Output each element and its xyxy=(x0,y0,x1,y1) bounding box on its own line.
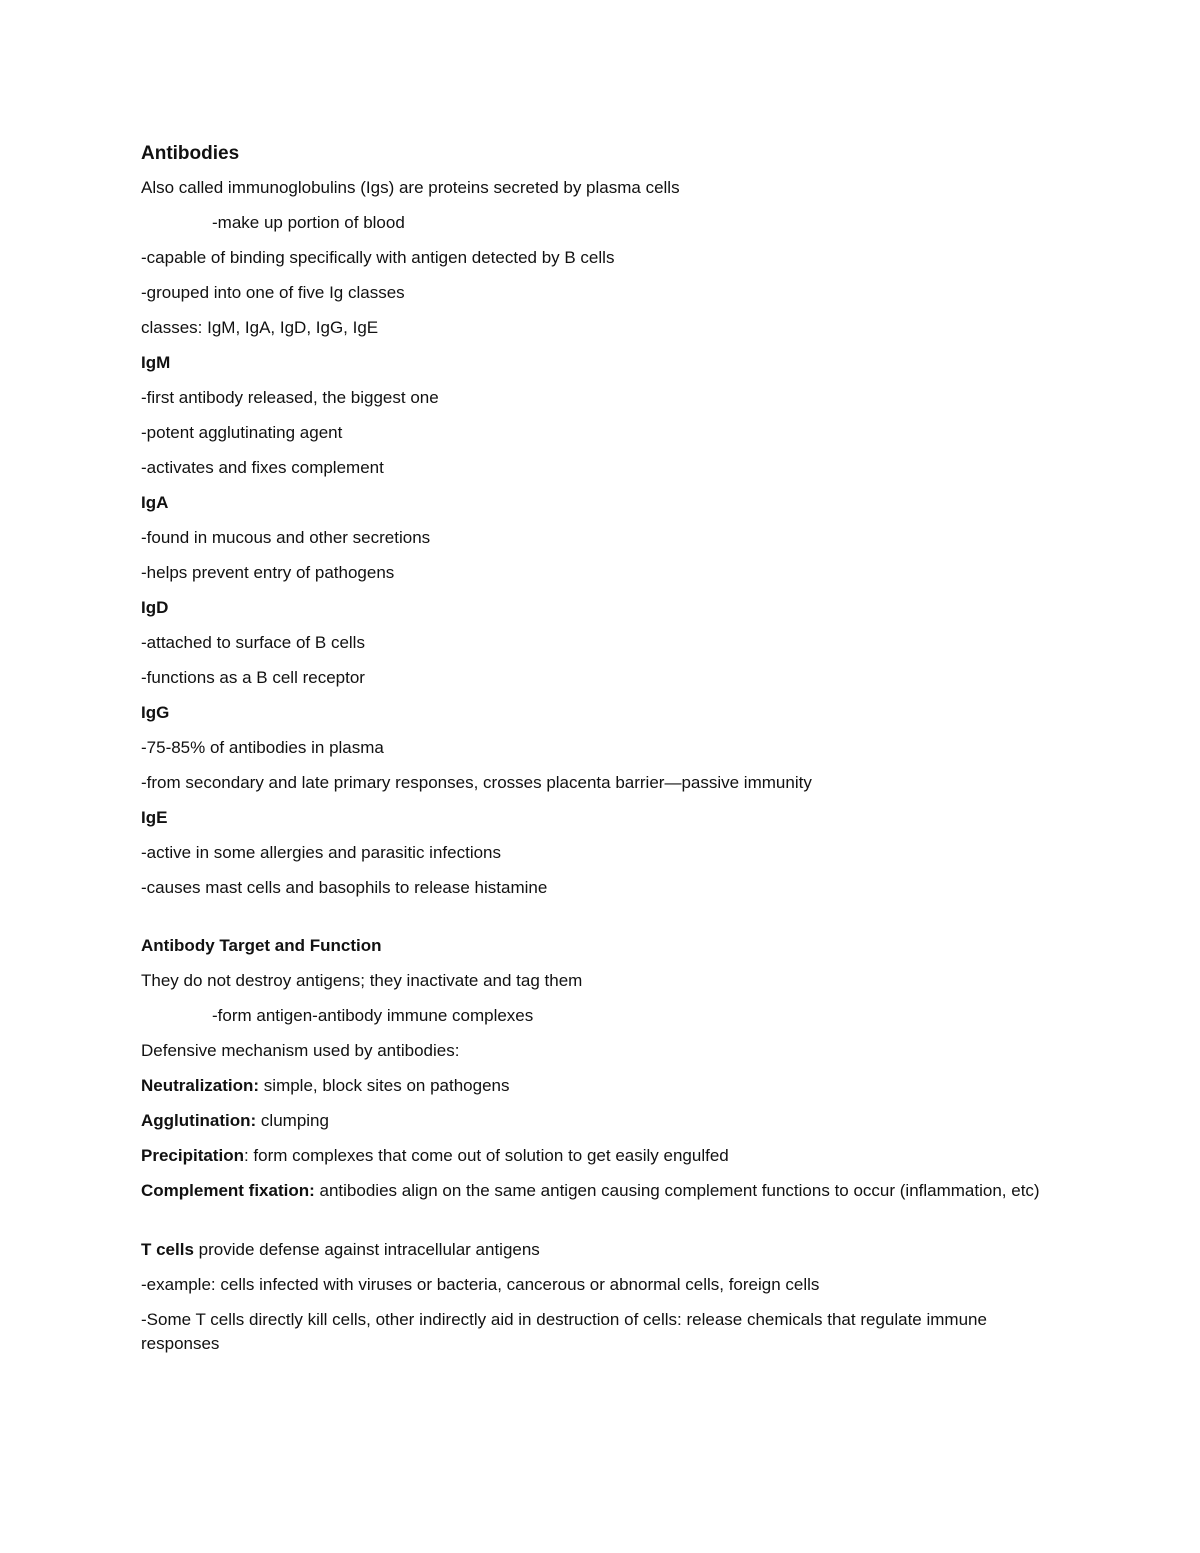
term: Agglutination: xyxy=(141,1111,257,1130)
term: Complement fixation: xyxy=(141,1181,315,1200)
list-item: -75-85% of antibodies in plasma xyxy=(141,738,384,757)
list-item: -attached to surface of B cells xyxy=(141,633,365,652)
list-item: -activates and fixes complement xyxy=(141,458,384,477)
term: Precipitation xyxy=(141,1146,244,1165)
heading-igd: IgD xyxy=(141,598,169,617)
indented-line: -make up portion of blood xyxy=(212,213,405,232)
definition: antibodies align on the same antigen causing complement functions to occur (inflammation, etc) xyxy=(314,1181,1040,1200)
mechanism-complement-fixation xyxy=(141,1179,1051,1203)
heading-igg: IgG xyxy=(141,703,170,722)
paragraph-t-cells xyxy=(141,1238,1051,1262)
list-item: -helps prevent entry of pathogens xyxy=(141,563,395,582)
paragraph: -grouped into one of five Ig classes xyxy=(141,283,405,302)
spacer xyxy=(141,911,1051,934)
definition: provide defense against intracellular antigens xyxy=(193,1240,540,1259)
list-item: -found in mucous and other secretions xyxy=(141,528,431,547)
paragraph: -capable of binding specifically with antigen detected by B cells xyxy=(141,248,615,267)
paragraph: classes: IgM, IgA, IgD, IgG, IgE xyxy=(141,318,379,337)
paragraph: Defensive mechanism used by antibodies: xyxy=(141,1041,460,1060)
section-title-antibodies: Antibodies xyxy=(141,143,240,164)
list-item: -potent agglutinating agent xyxy=(141,423,343,442)
paragraph: Also called immunoglobulins (Igs) are proteins secreted by plasma cells xyxy=(141,178,680,197)
document-body xyxy=(141,141,1051,1367)
definition: simple, block sites on pathogens xyxy=(259,1076,510,1095)
term: Neutralization: xyxy=(141,1076,260,1095)
paragraph: -example: cells infected with viruses or bacteria, cancerous or abnormal cells, foreign cells xyxy=(141,1275,820,1294)
mechanism-agglutination xyxy=(141,1109,1051,1133)
spacer xyxy=(141,1214,1051,1238)
list-item: -first antibody released, the biggest one xyxy=(141,388,439,407)
paragraph: -Some T cells directly kill cells, other indirectly aid in destruction of cells: release chemicals that regulate immune responses xyxy=(141,1310,987,1353)
list-item: -active in some allergies and parasitic infections xyxy=(141,843,502,862)
paragraph: They do not destroy antigens; they inactivate and tag them xyxy=(141,971,583,990)
section-title-antibody-target: Antibody Target and Function xyxy=(141,936,382,955)
mechanism-neutralization xyxy=(141,1074,1051,1098)
indented-line: -form antigen-antibody immune complexes xyxy=(212,1006,534,1025)
heading-ige: IgE xyxy=(141,808,168,827)
definition: clumping xyxy=(256,1111,329,1130)
list-item: -from secondary and late primary responses, crosses placenta barrier—passive immunity xyxy=(141,773,812,792)
heading-igm: IgM xyxy=(141,353,171,372)
list-item: -functions as a B cell receptor xyxy=(141,668,365,687)
term: T cells xyxy=(141,1240,194,1259)
list-item: -causes mast cells and basophils to release histamine xyxy=(141,878,548,897)
mechanism-precipitation xyxy=(141,1144,1051,1168)
heading-iga: IgA xyxy=(141,493,169,512)
definition: : form complexes that come out of solution to get easily engulfed xyxy=(243,1146,729,1165)
